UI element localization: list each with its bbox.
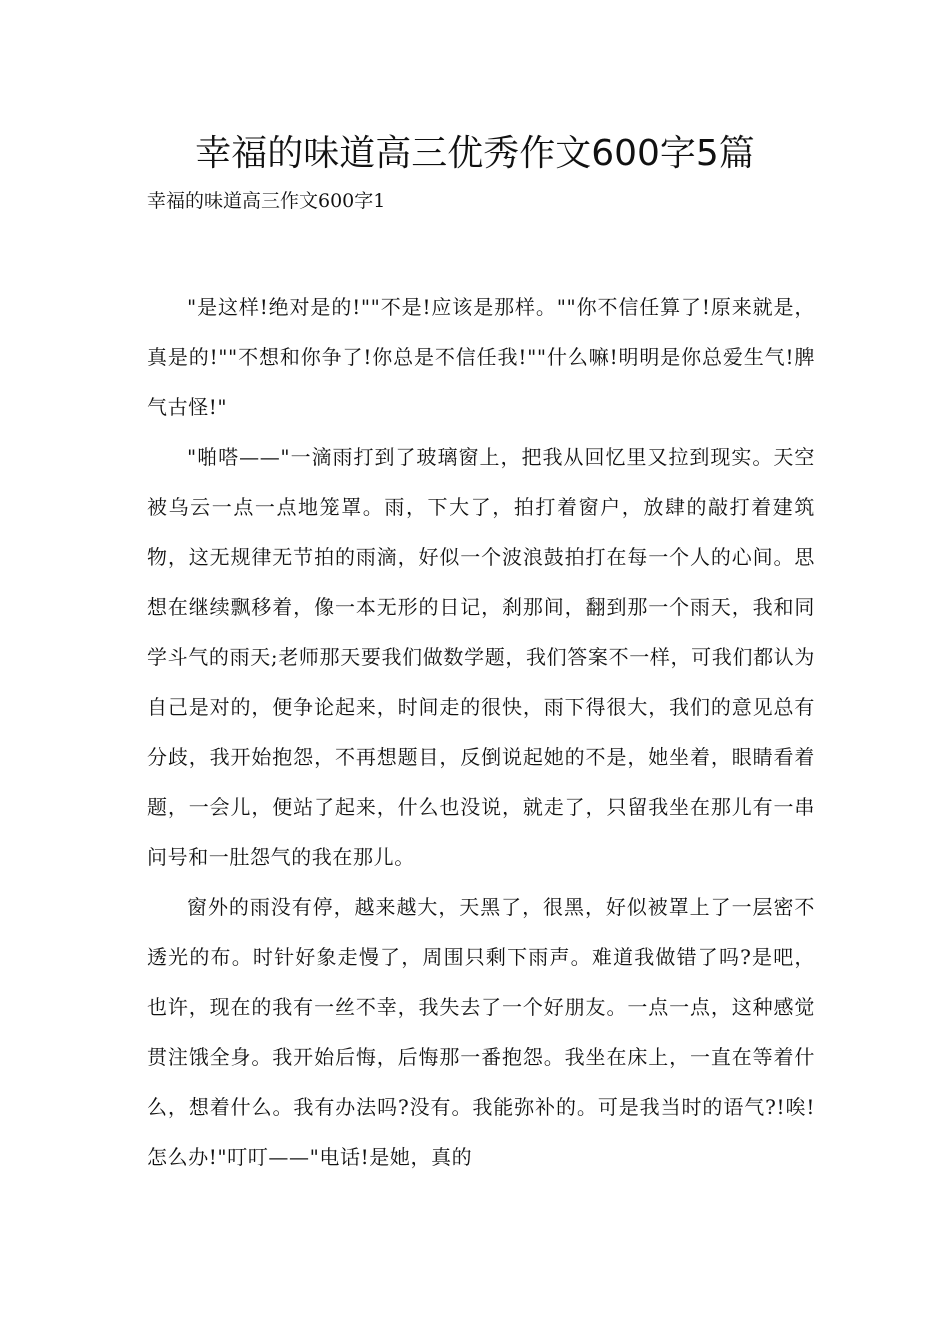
paragraph-2: "啪嗒——"一滴雨打到了玻璃窗上，把我从回忆里又拉到现实。天空被乌云一点一点地笼罩。雨，下大了，拍打着窗户，放肆的敲打着建筑物，这无规律无节拍的雨滴，好似一个波浪鼓拍打在每一个人的心间。思想在继续飘移着，像一本无形的日记，刹那间，翻到那一个雨天，我和同学斗气的雨天;老师那天要我们做数学题，我们答案不一样，可我们都认为自己是对的，便争论起来，时间走的很快，雨下得很大，我们的意见总有分歧，我开始抱怨，不再想题目，反倒说起她的不是，她坐着，眼睛看着题，一会儿，便站了起来，什么也没说，就走了，只留我坐在那儿有一串问号和一肚怨气的我在那儿。 <box>147 445 815 869</box>
document-title: 幸福的味道高三优秀作文600字5篇 <box>195 133 755 174</box>
document-body <box>147 282 815 1182</box>
paragraph-3: 窗外的雨没有停，越来越大，天黑了，很黑，好似被罩上了一层密不透光的布。时针好象走慢了，周围只剩下雨声。难道我做错了吗?是吧，也许，现在的我有一丝不幸，我失去了一个好朋友。一点一点，这种感觉贯注饿全身。我开始后悔，后悔那一番抱怨。我坐在床上，一直在等着什么，想着什么。我有办法吗?没有。我能弥补的。可是我当时的语气?!唉!怎么办!"叮叮——"电话!是她，真的 <box>147 895 815 1169</box>
document-subtitle: 幸福的味道高三作文600字1 <box>147 190 386 212</box>
paragraph-1: "是这样!绝对是的!""不是!应该是那样。""你不信任算了!原来就是，真是的!""不想和你争了!你总是不信任我!""什么嘛!明明是你总爱生气!脾气古怪!" <box>147 295 815 419</box>
